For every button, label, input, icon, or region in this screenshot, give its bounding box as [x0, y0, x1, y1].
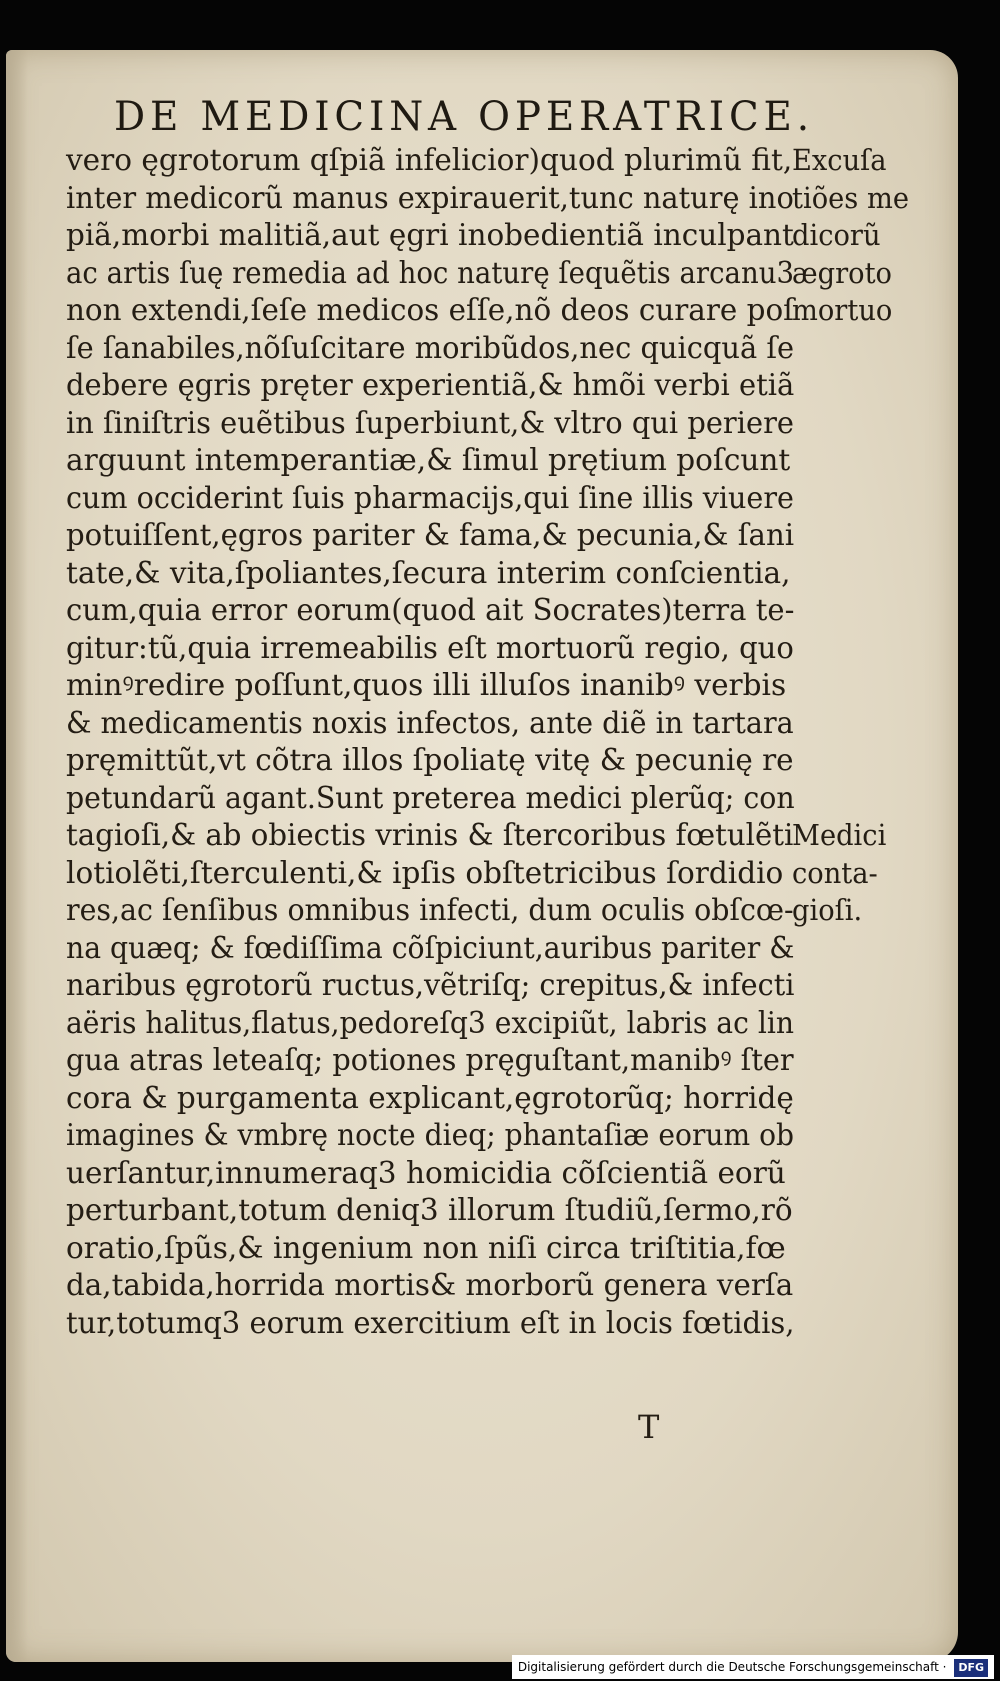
- text-line: tate,& vita,ſpoliantes,ſecura interim conſcientia,: [66, 555, 791, 591]
- text-line: cum,quia error eorum(quod ait Socrates)terra te-: [66, 593, 795, 628]
- book-page: [6, 50, 958, 1662]
- text-line: vero ęgrotorum qſpiã infelicior)quod plurimũ fit,: [66, 143, 793, 178]
- margin-note-excusationes: [792, 142, 962, 330]
- text-line: tagioſi,& ab obiectis vrinis & ſtercoribus fœtulẽti: [66, 818, 794, 853]
- text-line: gua atras leteaſq; potiones pręguſtant,manibꝰ ſter: [66, 1043, 794, 1078]
- margin-note-line: conta-: [792, 855, 878, 890]
- text-line: da,tabida,horrida mortis& morborũ genera verſa: [66, 1268, 794, 1303]
- text-line: ſe ſanabiles,nõſuſcitare moribũdos,nec quicquã ſe: [66, 330, 795, 366]
- text-line: perturbant,totum deniq3 illorum ſtudiũ,ſermo,rõ: [66, 1193, 793, 1228]
- text-line: na quæq; & fœdiſſima cõſpiciunt,auribus pariter &: [66, 930, 795, 966]
- margin-note-line: mortuo: [792, 293, 893, 327]
- margin-note-line: Excuſa: [792, 143, 887, 177]
- body-text: [66, 142, 806, 1342]
- page-gutter-shadow: [6, 50, 28, 1662]
- digitization-footer: [512, 1655, 994, 1679]
- text-line: naribus ęgrotorũ ructus,vẽtriſq; crepitus,& infecti: [66, 968, 795, 1003]
- text-line: oratio,ſpũs,& ingenium non niſi circa triſtitia,fœ: [66, 1230, 786, 1266]
- text-line: lotiolẽti,ſterculenti,& ipſis obſtetricibus ſordidio: [66, 855, 784, 891]
- text-line: piã,morbi malitiã,aut ęgri inobedientiã inculpant: [66, 218, 794, 253]
- footer-text: Digitalisierung gefördert durch die Deutsche Forschungsgemeinschaft ·: [517, 1660, 947, 1674]
- text-line: tur,totumq3 eorum exercitium eſt in locis fœtidis,: [66, 1305, 795, 1341]
- text-line: uerſantur,innumeraq3 homicidia cõſcientiã eorũ: [66, 1155, 786, 1191]
- text-line: aëris halitus,flatus,pedoreſq3 excipiũt, labris ac lin: [66, 1005, 794, 1041]
- margin-note-line: tiões me: [792, 180, 909, 215]
- text-line: pręmittũt,vt cõtra illos ſpoliatę vitę & pecunię re: [66, 743, 794, 778]
- text-line: & medicamentis noxis infectos, ante diẽ in tartara: [66, 705, 794, 741]
- margin-note-medici-contagiosi: [792, 817, 962, 930]
- text-line: inter medicorũ manus expirauerit,tunc naturę ino: [66, 180, 794, 216]
- catchword: T: [638, 1408, 660, 1446]
- running-head: DE MEDICINA OPERATRICE.: [114, 94, 814, 140]
- text-line: imagines & vmbrę nocte dieq; phantaſiæ eorum ob: [66, 1118, 795, 1153]
- text-line: arguunt intemperantiæ,& ſimul prętium poſcunt: [66, 443, 791, 478]
- text-line: debere ęgris pręter experientiã,& hmõi verbi etiã: [66, 368, 795, 403]
- margin-note-line: gioſi.: [792, 893, 863, 927]
- text-line: res,ac ſenſibus omnibus infecti, dum oculis obſcœ-: [66, 893, 794, 928]
- text-line: non extendi,ſeſe medicos eſſe,nõ deos curare poſ: [66, 293, 795, 328]
- text-line: ac artis ſuę remedia ad hoc naturę ſequẽtis arcanu3: [66, 255, 795, 291]
- text-line: cum occiderint ſuis pharmacijs,qui ſine illis viuere: [66, 480, 794, 516]
- margin-note-line: ægroto: [792, 255, 892, 290]
- text-line: cora & purgamenta explicant,ęgrotorũq; horridę: [66, 1080, 794, 1116]
- text-line: petundarũ agant.Sunt preterea medici plerũq; con: [66, 780, 795, 816]
- margin-note-line: dicorũ: [792, 218, 881, 252]
- text-line: potuiſſent,ęgros pariter & fama,& pecunia,& ſani: [66, 518, 795, 553]
- dfg-logo: DFG: [954, 1659, 988, 1677]
- text-line: in ſiniſtris euẽtibus ſuperbiunt,& vltro qui periere: [66, 405, 794, 441]
- margin-note-line: Medici: [792, 818, 887, 852]
- text-line: minꝰredire poſſunt,quos illi illuſos inanibꝰ verbis: [66, 668, 787, 703]
- text-line: gitur:tũ,quia irremeabilis eſt mortuorũ regio, quo: [66, 630, 794, 666]
